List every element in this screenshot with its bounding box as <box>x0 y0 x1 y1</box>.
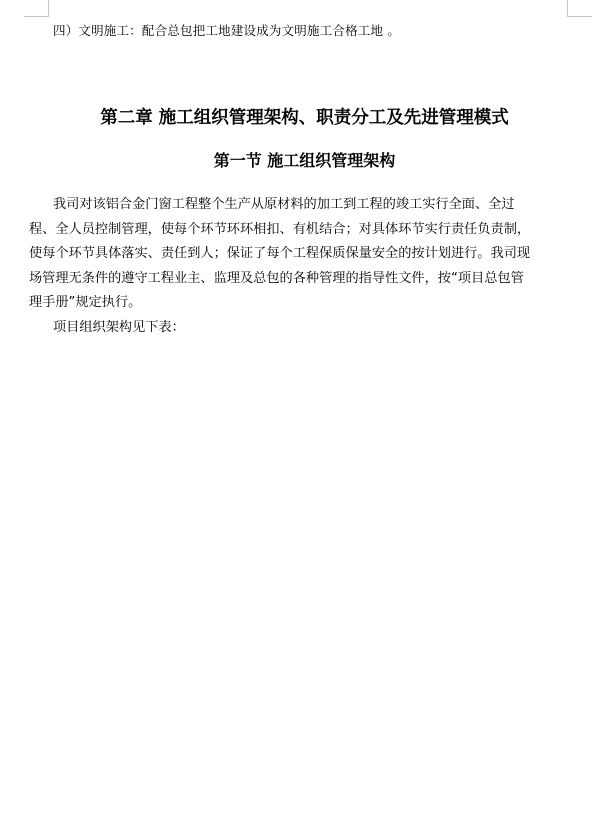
paragraph-line: 使每个环节具体落实、责任到人；保证了每个工程保质保量安全的按计划进行。我司现 <box>29 246 531 261</box>
page-corner-marker-top-left <box>24 0 49 17</box>
paragraph-line: 程、全人员控制管理，使每个环节环环相扣、有机结合；对具体环节实行责任负责制， <box>29 221 531 237</box>
page-corner-marker-top-right <box>567 0 592 17</box>
paragraph-line: 我司对该铝合金门窗工程整个生产从原材料的加工到工程的竣工实行全面、全过 <box>53 197 515 212</box>
paragraph-line: 场管理无条件的遵守工程业主、监理及总包的各种管理的指导性文件，按“项目总包管 <box>29 270 524 286</box>
body-paragraph <box>29 193 574 340</box>
section-heading: 第一节 施工组织管理架构 <box>213 151 396 170</box>
table-intro-text: 项目组织架构见下表： <box>53 319 185 335</box>
previous-item-text: 四）文明施工：配合总包把工地建设成为文明施工合格工地 。 <box>53 23 401 38</box>
paragraph-line: 理手册”规定执行。 <box>29 295 142 310</box>
chapter-heading: 第二章 施工组织管理架构、职责分工及先进管理模式 <box>100 108 509 128</box>
